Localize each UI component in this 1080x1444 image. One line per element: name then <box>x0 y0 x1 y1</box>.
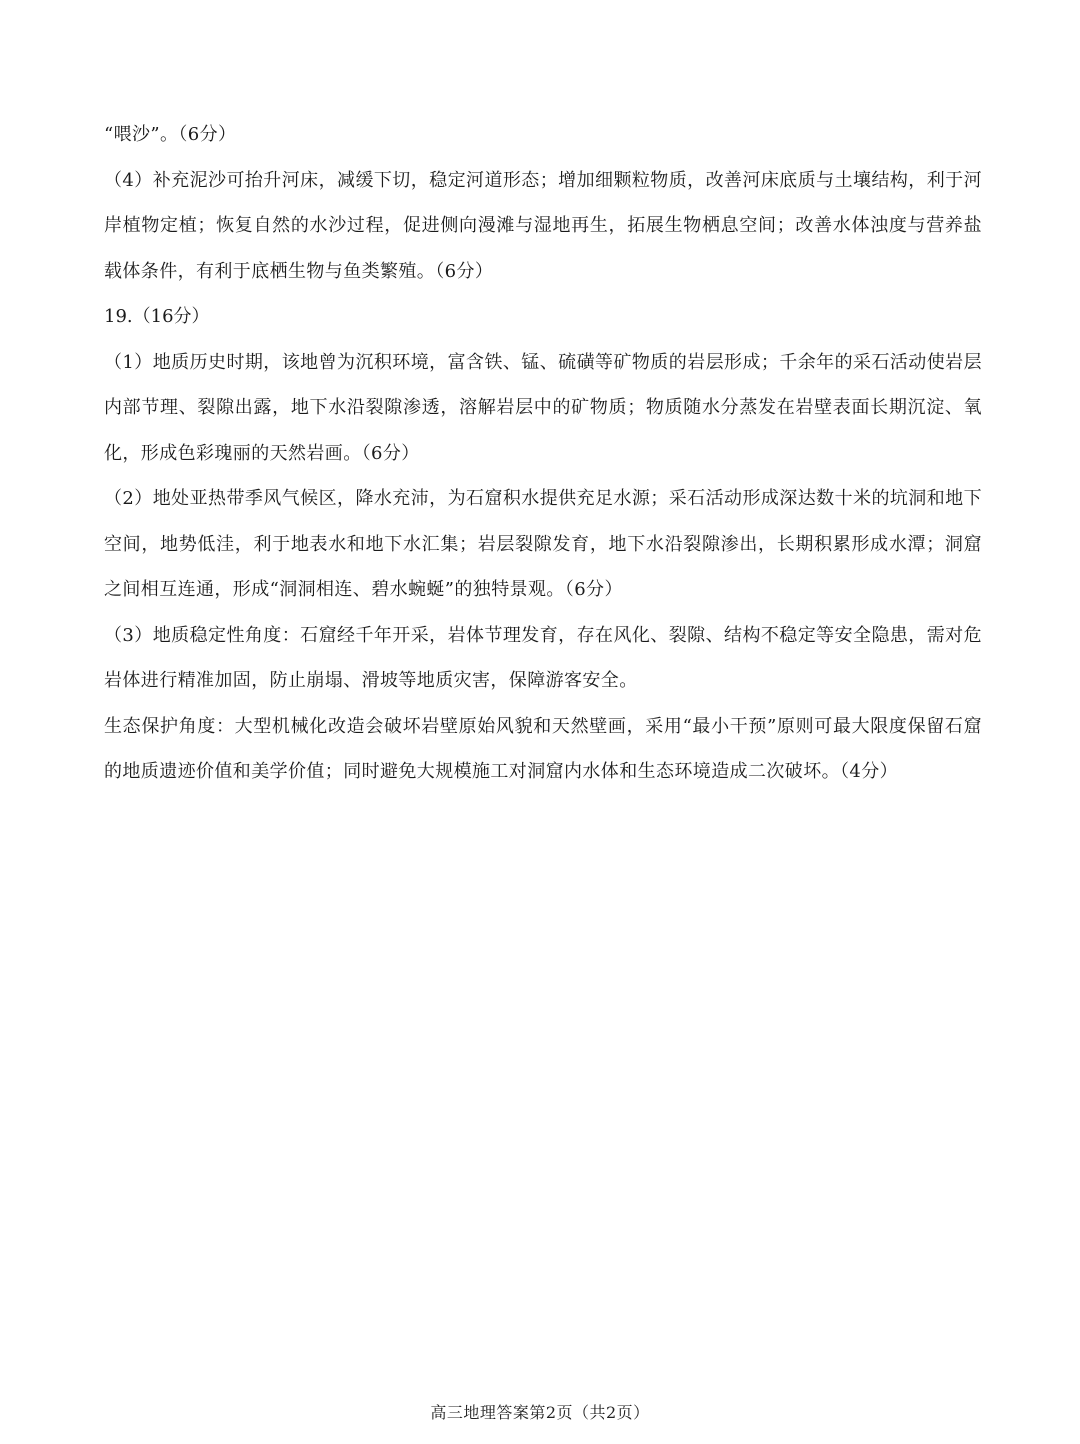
q19-part1-answer: （1）地质历史时期，该地曾为沉积环境，富含铁、锰、硫磺等矿物质的岩层形成；千余年的采石活动使岩层内部节理、裂隙出露，地下水沿裂隙渗透，溶解岩层中的矿物质；物质随水分蒸发在岩壁表面长期沉淀、氧化，形成色彩瑰丽的天然岩画。（6分） <box>104 351 982 464</box>
q19-part3-geology-answer: （3）地质稳定性角度：石窟经千年开采，岩体节理发育，存在风化、裂隙、结构不稳定等安全隐患，需对危岩体进行精准加固，防止崩塌、滑坡等地质灾害，保障游客安全。 <box>104 624 982 691</box>
q18-part4-answer: （4）补充泥沙可抬升河床，减缓下切，稳定河道形态；增加细颗粒物质，改善河床底质与土壤结构，利于河岸植物定植；恢复自然的水沙过程，促进侧向漫滩与湿地再生，拓展生物栖息空间；改善水体浊度与营养盐载体条件，有利于底栖生物与鱼类繁殖。（6分） <box>104 169 982 282</box>
page-footer: 高三地理答案第2页（共2页） <box>430 1403 650 1422</box>
q19-part3-ecology-answer: 生态保护角度：大型机械化改造会破坏岩壁原始风貌和天然壁画，采用“最小干预”原则可最大限度保留石窟的地质遗迹价值和美学价值；同时避免大规模施工对洞窟内水体和生态环境造成二次破坏。（4分） <box>104 715 982 782</box>
q19-header: 19.（16分） <box>104 306 210 327</box>
q18-tail-line: “喂沙”。（6分） <box>104 124 237 145</box>
answer-content <box>104 112 982 795</box>
q19-part2-answer: （2）地处亚热带季风气候区，降水充沛，为石窟积水提供充足水源；采石活动形成深达数十米的坑洞和地下空间，地势低洼，利于地表水和地下水汇集；岩层裂隙发育，地下水沿裂隙渗出，长期积累形成水潭；洞窟之间相互连通，形成“洞洞相连、碧水蜿蜒”的独特景观。（6分） <box>104 488 982 600</box>
